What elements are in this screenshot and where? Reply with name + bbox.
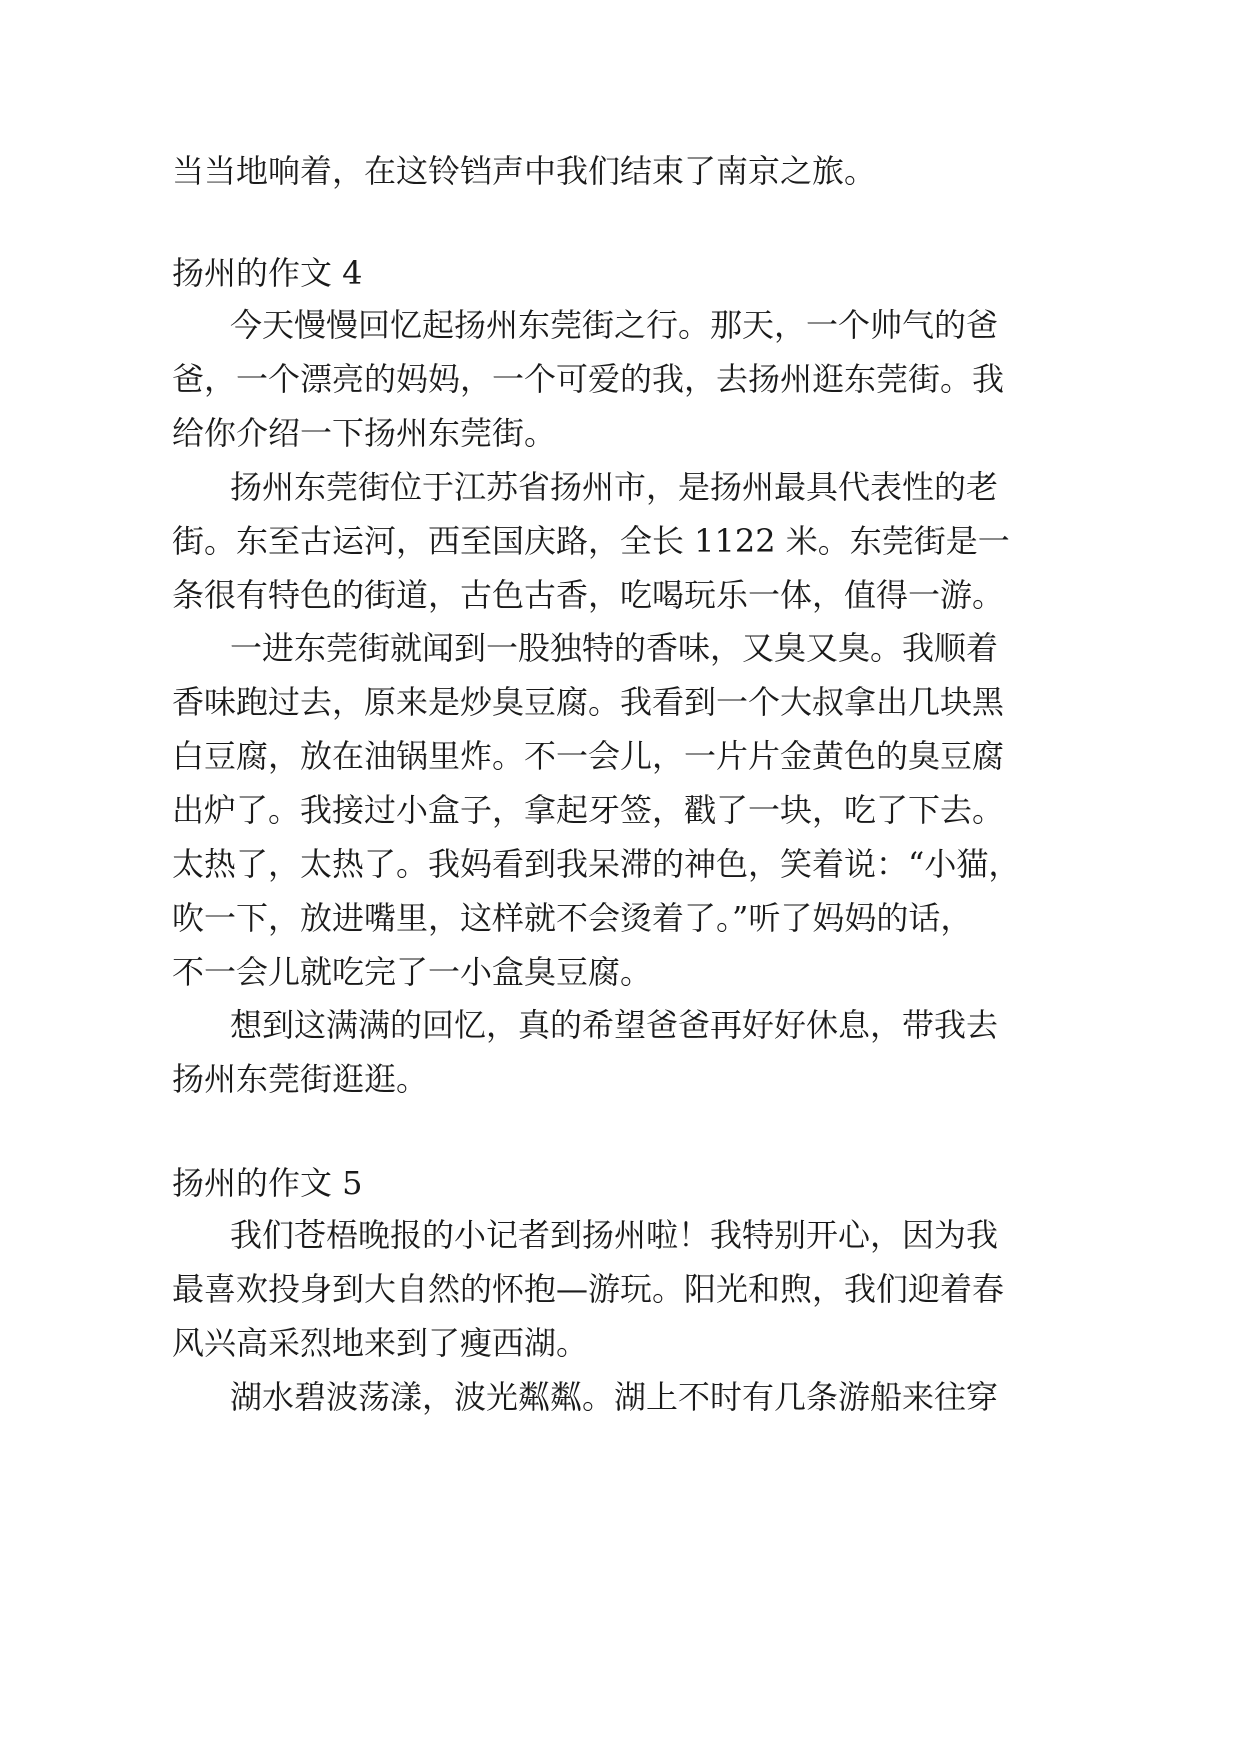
paragraph-line: 吹一下，放进嘴里，这样就不会烫着了。”听了妈妈的话， <box>172 899 973 937</box>
paragraph-line: 条很有特色的街道，古色古香，吃喝玩乐一体，值得一游。 <box>172 576 1005 614</box>
paragraph-line: 给你介绍一下扬州东莞街。 <box>172 414 557 452</box>
paragraph-line: 湖水碧波荡漾，波光粼粼。湖上不时有几条游船来往穿 <box>230 1378 999 1416</box>
paragraph-line: 不一会儿就吃完了一小盒臭豆腐。 <box>172 953 653 991</box>
paragraph-line: 我们苍梧晚报的小记者到扬州啦！我特别开心，因为我 <box>230 1216 999 1254</box>
paragraph-line: 扬州东莞街逛逛。 <box>172 1060 429 1098</box>
continuation-line: 当当地响着，在这铃铛声中我们结束了南京之旅。 <box>172 152 877 190</box>
paragraph-line: 最喜欢投身到大自然的怀抱—游玩。阳光和煦，我们迎着春 <box>172 1270 1005 1308</box>
section-heading: 扬州的作文 4 <box>172 254 363 292</box>
paragraph-line: 一进东莞街就闻到一股独特的香味，又臭又臭。我顺着 <box>230 629 999 667</box>
paragraph-line: 出炉了。我接过小盒子，拿起牙签，戳了一块，吃了下去。 <box>172 791 1005 829</box>
paragraph-line: 太热了，太热了。我妈看到我呆滞的神色，笑着说：“小猫， <box>172 845 1021 883</box>
paragraph-line: 今天慢慢回忆起扬州东莞街之行。那天，一个帅气的爸 <box>230 306 999 344</box>
paragraph-line: 风兴高采烈地来到了瘦西湖。 <box>172 1324 589 1362</box>
paragraph-line: 香味跑过去，原来是炒臭豆腐。我看到一个大叔拿出几块黑 <box>172 683 1005 721</box>
paragraph-line: 白豆腐，放在油锅里炸。不一会儿，一片片金黄色的臭豆腐 <box>172 737 1005 775</box>
paragraph-line: 想到这满满的回忆，真的希望爸爸再好好休息，带我去 <box>230 1006 999 1044</box>
paragraph-line: 爸，一个漂亮的妈妈，一个可爱的我，去扬州逛东莞街。我 <box>172 360 1005 398</box>
paragraph-line: 扬州东莞街位于江苏省扬州市，是扬州最具代表性的老 <box>230 468 999 506</box>
paragraph-line: 街。东至古运河，西至国庆路，全长 1122 米。东莞街是一 <box>172 522 1010 560</box>
section-heading: 扬州的作文 5 <box>172 1164 363 1202</box>
